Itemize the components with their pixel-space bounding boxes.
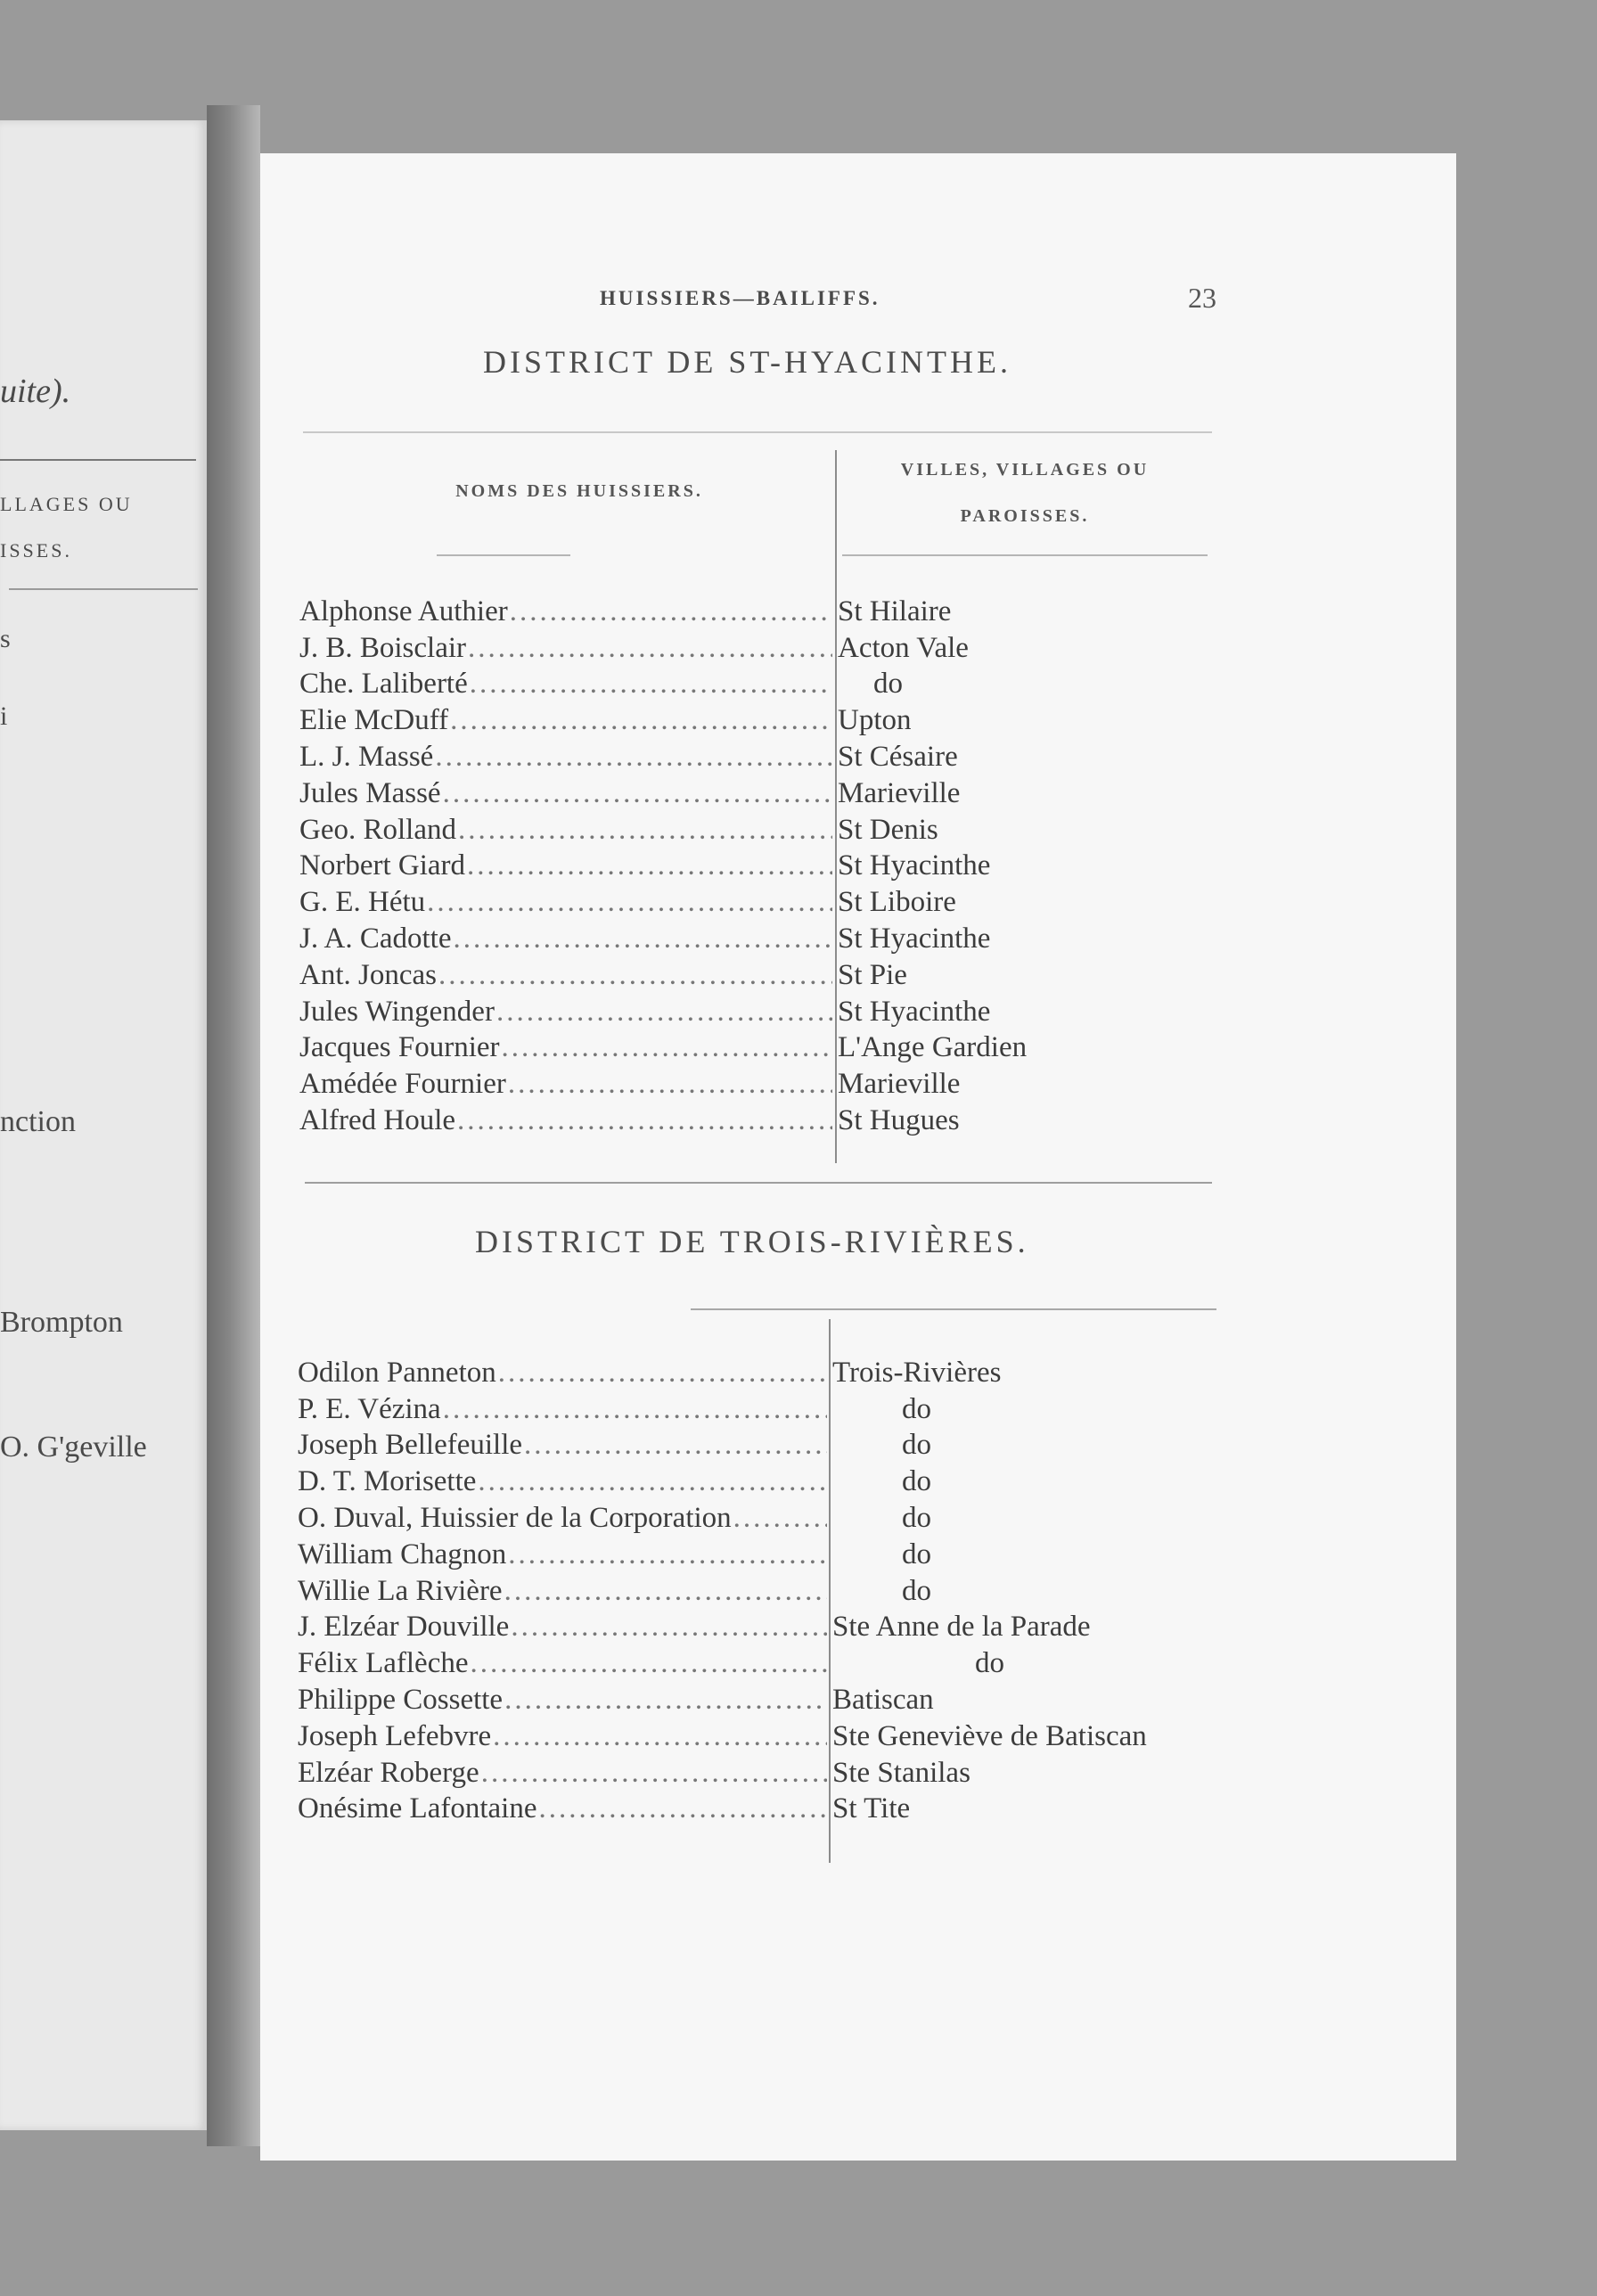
page-number: 23 [1188, 282, 1216, 314]
district-title-st-hyacinthe: DISTRICT DE ST-HYACINTHE. [483, 344, 1012, 380]
bailiff-row [299, 630, 834, 667]
column-divider-2 [829, 1319, 831, 1863]
header-underline-places [842, 554, 1208, 556]
leader-dots [504, 1684, 827, 1717]
bailiff-name: O. Duval, Huissier de la Corporation [298, 1502, 732, 1535]
bailiff-name: Amédée Fournier [299, 1068, 506, 1101]
bailiff-name: Jules Massé [299, 776, 441, 809]
bailiff-name: J. B. Boisclair [299, 631, 466, 664]
leader-dots [524, 1429, 827, 1462]
bailiff-name: Jules Wingender [299, 995, 495, 1028]
left-page-fragment-5: O. G'geville [0, 1431, 147, 1464]
bailiff-place: Acton Vale [838, 631, 969, 664]
places-column-trois-rivieres [832, 1355, 1233, 1827]
left-page-fragment-1: s [0, 624, 11, 653]
district-2-top-rule [691, 1308, 1216, 1310]
bailiff-name: Elie McDuff [299, 704, 449, 737]
bailiff-row [298, 1537, 829, 1573]
bailiff-name: Willie La Rivière [298, 1574, 503, 1607]
bailiff-row [298, 1500, 829, 1537]
column-header-names: NOMS DES HUISSIERS. [455, 481, 703, 501]
bailiff-name: G. E. Hétu [299, 886, 426, 919]
district-separator-rule [305, 1182, 1212, 1184]
left-page-rule-2 [9, 588, 198, 590]
left-page-column-fragment-2: ISSES. [0, 539, 72, 562]
leader-dots [478, 1465, 827, 1498]
leader-dots [438, 959, 832, 992]
leader-dots [457, 1104, 832, 1137]
bailiff-row [298, 1645, 829, 1682]
bailiff-name: Elzéar Roberge [298, 1756, 479, 1789]
bailiff-name: P. E. Vézina [298, 1392, 441, 1425]
bailiff-place: St Hugues [838, 1104, 960, 1137]
bailiff-row [298, 1355, 829, 1391]
left-page-rule [0, 459, 196, 461]
leader-dots [510, 595, 832, 628]
bailiff-row [299, 1066, 834, 1103]
bailiff-name: Joseph Bellefeuille [298, 1429, 523, 1462]
bailiff-name: Odilon Panneton [298, 1356, 496, 1389]
bailiff-row [299, 594, 834, 630]
leader-dots [508, 1068, 832, 1101]
bailiff-row [298, 1391, 829, 1428]
bailiff-row [299, 1103, 834, 1139]
bailiff-row [299, 884, 834, 921]
left-page-fragment-3: nction [0, 1105, 76, 1138]
bailiff-place: St Hyacinthe [838, 922, 991, 955]
leader-dots [471, 1647, 828, 1680]
bailiff-name: D. T. Morisette [298, 1465, 477, 1498]
bailiff-place: St Liboire [838, 886, 956, 919]
leader-dots [443, 777, 832, 810]
bailiff-row [298, 1428, 829, 1464]
bailiff-place: St Tite [832, 1792, 911, 1825]
bailiff-place: Trois-Rivières [832, 1356, 1002, 1389]
bailiff-row [299, 667, 834, 703]
bailiff-row [299, 849, 834, 885]
bailiff-row [299, 775, 834, 812]
bailiff-place: do [902, 1392, 931, 1425]
leader-dots [470, 668, 832, 701]
bailiff-place: Ste Stanilas [832, 1756, 970, 1789]
bailiff-row [298, 1718, 829, 1755]
bailiff-place: St Denis [838, 813, 938, 846]
bailiff-place: St Hilaire [838, 594, 952, 627]
places-column-st-hyacinthe [838, 594, 1230, 1139]
bailiff-name: Geo. Rolland [299, 813, 456, 846]
leader-dots [427, 886, 832, 919]
leader-dots [450, 704, 832, 737]
bailiff-name: Onésime Lafontaine [298, 1792, 537, 1825]
table-top-rule [303, 431, 1212, 433]
bailiff-name: Che. Laliberté [299, 668, 468, 701]
bailiff-place: do [902, 1502, 931, 1535]
right-page [260, 153, 1456, 2161]
header-underline-names [437, 554, 570, 556]
bailiff-name: Ant. Joncas [299, 958, 437, 991]
bailiff-row [298, 1573, 829, 1610]
bailiff-place: Ste Geneviève de Batiscan [832, 1719, 1147, 1752]
bailiff-name: Félix Laflèche [298, 1647, 469, 1680]
bailiff-name: J. A. Cadotte [299, 922, 452, 955]
bailiff-place: do [902, 1429, 931, 1462]
bailiff-name: Alfred Houle [299, 1104, 456, 1137]
leader-dots [467, 849, 832, 882]
leader-dots [458, 814, 832, 847]
bailiff-place: St Césaire [838, 741, 958, 774]
bailiff-name: J. Elzéar Douville [298, 1611, 510, 1644]
bailiff-row [298, 1682, 829, 1718]
bailiff-place: L'Ange Gardien [838, 1031, 1028, 1064]
leader-dots [493, 1720, 827, 1753]
bailiff-row [299, 812, 834, 849]
bailiff-place: Marieville [838, 1068, 961, 1101]
leader-dots [502, 1031, 832, 1064]
bailiff-name: William Chagnon [298, 1538, 507, 1570]
bailiff-name: Alphonse Authier [299, 594, 508, 627]
left-page-column-fragment-1: LLAGES OU [0, 493, 133, 515]
leader-dots [504, 1575, 827, 1608]
bailiff-row [298, 1610, 829, 1646]
bailiff-row [299, 921, 834, 957]
left-page-fragment-4: Brompton [0, 1306, 123, 1339]
district-title-trois-rivieres: DISTRICT DE TROIS-RIVIÈRES. [475, 1224, 1029, 1259]
left-page-suite-fragment: uite). [0, 373, 71, 410]
bailiff-row [298, 1755, 829, 1792]
leader-dots [435, 741, 832, 774]
column-divider-1 [835, 450, 837, 1163]
bailiff-name: Joseph Lefebvre [298, 1719, 492, 1752]
bailiff-place: do [902, 1574, 931, 1607]
book-spine-shadow [207, 105, 260, 2146]
bailiff-row [299, 957, 834, 994]
bailiff-name: Philippe Cossette [298, 1684, 504, 1717]
leader-dots [508, 1538, 827, 1571]
leader-dots [733, 1502, 827, 1535]
bailiff-place: St Pie [838, 958, 907, 991]
bailiff-place: do [902, 1465, 931, 1498]
bailiff-name: L. J. Massé [299, 741, 434, 774]
bailiff-name: Norbert Giard [299, 849, 466, 882]
bailiff-place: do [975, 1647, 1004, 1680]
bailiff-name: Jacques Fournier [299, 1031, 500, 1064]
bailiff-row [298, 1464, 829, 1500]
leader-dots [538, 1792, 827, 1825]
bailiff-place: Batiscan [832, 1684, 934, 1717]
bailiff-place: do [873, 668, 903, 701]
leader-dots [443, 1393, 827, 1426]
leader-dots [511, 1611, 827, 1644]
names-column-trois-rivieres [298, 1355, 829, 1827]
leader-dots [498, 1357, 827, 1390]
left-facing-page [0, 120, 207, 2130]
leader-dots [454, 922, 833, 955]
column-header-places-line1: VILLES, VILLAGES OU [900, 460, 1150, 480]
bailiff-place: St Hyacinthe [838, 849, 991, 882]
column-header-places-line2: PAROISSES. [960, 506, 1090, 526]
bailiff-row [299, 994, 834, 1030]
leader-dots [481, 1757, 827, 1790]
running-header: HUISSIERS—BAILIFFS. [600, 287, 880, 309]
bailiff-row [299, 739, 834, 775]
bailiff-place: St Hyacinthe [838, 995, 991, 1028]
left-page-fragment-2: i [0, 701, 8, 731]
names-column-st-hyacinthe [299, 594, 834, 1139]
bailiff-place: do [902, 1538, 931, 1570]
leader-dots [468, 632, 832, 665]
bailiff-place: Upton [838, 704, 912, 737]
bailiff-place: Ste Anne de la Parade [832, 1611, 1091, 1644]
leader-dots [496, 996, 832, 1029]
bailiff-row [299, 1030, 834, 1067]
bailiff-place: Marieville [838, 776, 961, 809]
bailiff-row [299, 702, 834, 739]
bailiff-row [298, 1792, 829, 1828]
